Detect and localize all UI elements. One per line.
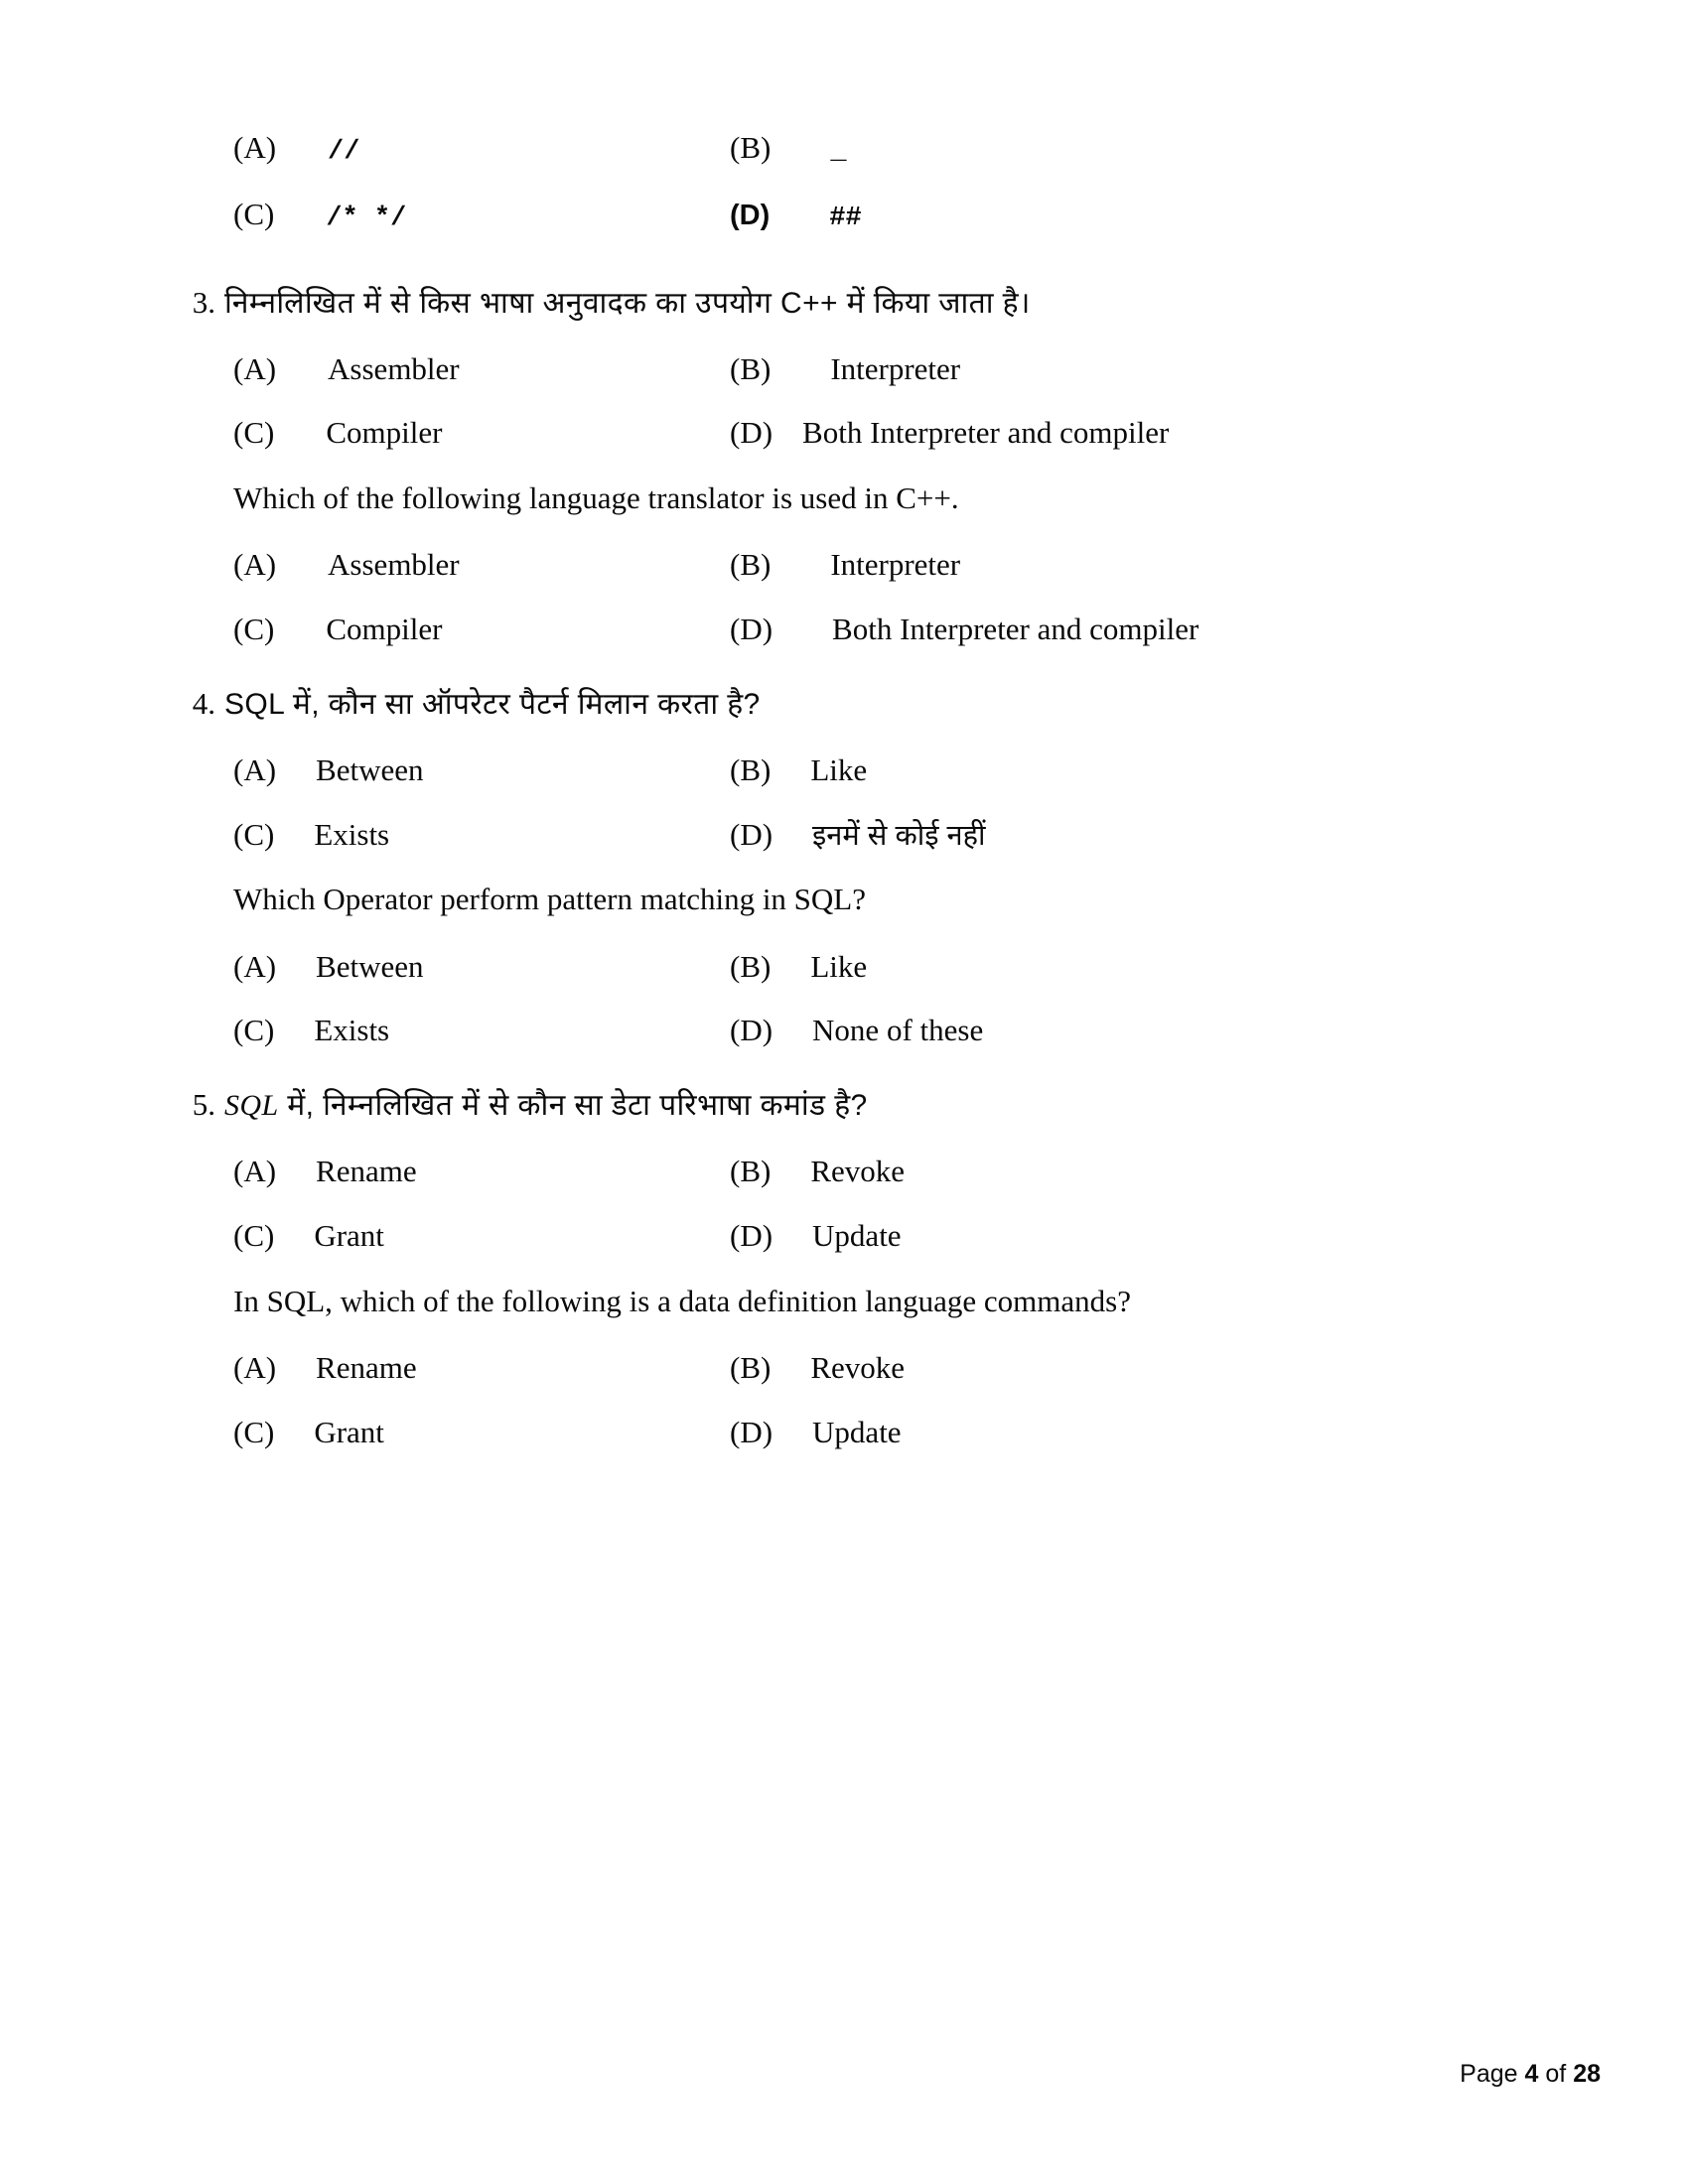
footer-total-pages: 28 <box>1573 2060 1601 2088</box>
option-label: (B) <box>730 751 772 787</box>
question-4-hindi-prompt <box>179 685 1475 724</box>
option-label: (C) <box>233 1217 275 1253</box>
question-4-english-prompt: Which Operator perform pattern matching in SQL? <box>233 882 866 917</box>
option-text: Grant <box>314 1217 384 1253</box>
option-text: Assembler <box>328 350 460 386</box>
option-text: Like <box>810 948 868 984</box>
option-text: इनमें से कोई नहीं <box>812 819 986 852</box>
option-a[interactable] <box>233 948 730 987</box>
option-label: (D) <box>730 199 771 231</box>
option-text: Assembler <box>328 547 460 583</box>
question-text: निम्नलिखित में से किस भाषा अनुवादक का उपयोग C++ में किया जाता है। <box>224 286 1031 320</box>
option-label: (A) <box>233 130 277 165</box>
option-label: (A) <box>233 751 277 787</box>
question-number: 5. <box>192 1087 215 1123</box>
option-text: Revoke <box>810 1349 906 1385</box>
option-label: (B) <box>730 547 772 583</box>
question-text <box>224 1086 868 1125</box>
option-text: Interpreter <box>830 350 961 386</box>
page-footer <box>1460 2060 1601 2089</box>
option-label: (C) <box>233 1013 275 1048</box>
option-d[interactable] <box>730 1217 1475 1256</box>
option-a[interactable] <box>233 1153 730 1191</box>
option-row <box>233 611 1475 649</box>
option-label: (A) <box>233 948 277 984</box>
option-b[interactable] <box>730 1349 1475 1388</box>
option-a[interactable] <box>233 350 730 389</box>
option-text: // <box>328 137 360 167</box>
option-label: (A) <box>233 1349 277 1385</box>
option-text: Compiler <box>326 415 443 451</box>
footer-prefix: Page <box>1460 2060 1518 2088</box>
option-row <box>233 948 1475 987</box>
option-d[interactable] <box>730 1414 1475 1452</box>
option-c[interactable] <box>233 816 730 855</box>
option-label: (B) <box>730 1349 772 1385</box>
option-b[interactable] <box>730 129 1475 170</box>
question-number: 3. <box>192 284 215 320</box>
option-label: (D) <box>730 1217 774 1253</box>
option-text: Rename <box>316 1349 417 1385</box>
option-label: (C) <box>233 196 275 231</box>
option-row <box>233 751 1475 790</box>
option-c[interactable] <box>233 1414 730 1452</box>
question-text-devanagari: में, निम्नलिखित में से कौन सा डेटा परिभाषा कमांड है? <box>278 1089 868 1123</box>
option-text: None of these <box>812 1013 984 1048</box>
footer-middle: of <box>1545 2060 1567 2088</box>
question-text: SQL में, कौन सा ऑपरेटर पैटर्न मिलान करता है? <box>224 687 761 721</box>
option-a[interactable] <box>233 1349 730 1388</box>
option-text: Revoke <box>810 1154 906 1189</box>
option-text: Interpreter <box>830 547 961 583</box>
option-label: (D) <box>730 1414 774 1449</box>
option-text: Update <box>812 1217 902 1253</box>
option-text: Both Interpreter and compiler <box>832 612 1199 647</box>
option-label: (D) <box>730 1013 774 1048</box>
question-3-english-prompt: Which of the following language translator is used in C++. <box>233 480 959 515</box>
option-label: (C) <box>233 1414 275 1449</box>
option-b[interactable] <box>730 1153 1475 1191</box>
option-text: /* */ <box>326 203 407 233</box>
option-text: Exists <box>314 816 390 852</box>
option-label: (A) <box>233 1154 277 1189</box>
option-label: (B) <box>730 1154 772 1189</box>
option-c[interactable] <box>233 414 730 453</box>
option-row <box>233 1153 1475 1191</box>
option-c[interactable] <box>233 611 730 649</box>
option-a[interactable] <box>233 129 730 170</box>
option-text: Compiler <box>326 612 443 647</box>
option-label: (D) <box>730 612 774 647</box>
option-c[interactable] <box>233 196 730 236</box>
option-b[interactable] <box>730 546 1475 585</box>
option-text: Like <box>810 751 868 787</box>
option-row <box>233 546 1475 585</box>
option-row <box>233 1414 1475 1452</box>
option-text: Rename <box>316 1154 417 1189</box>
option-d[interactable] <box>730 1012 1475 1050</box>
question-5-hindi-prompt <box>179 1086 1475 1125</box>
option-d[interactable] <box>730 414 1475 453</box>
question-text-latin: SQL <box>224 1089 279 1123</box>
option-label: (B) <box>730 350 772 386</box>
option-text: Both Interpreter and compiler <box>802 415 1170 451</box>
option-row <box>233 129 1475 170</box>
option-row <box>233 350 1475 389</box>
option-a[interactable] <box>233 751 730 790</box>
question-number: 4. <box>192 685 215 721</box>
option-label: (D) <box>730 415 774 451</box>
footer-current-page: 4 <box>1524 2060 1539 2088</box>
option-text: ## <box>829 203 862 233</box>
option-row <box>233 1012 1475 1050</box>
option-label: (D) <box>730 816 774 852</box>
option-a[interactable] <box>233 546 730 585</box>
option-label: (C) <box>233 816 275 852</box>
option-text: Grant <box>314 1414 384 1449</box>
option-label: (C) <box>233 612 275 647</box>
option-text: Exists <box>314 1013 390 1048</box>
option-row <box>233 816 1475 855</box>
option-d[interactable] <box>730 816 1475 855</box>
option-d[interactable] <box>730 611 1475 649</box>
option-row <box>233 1349 1475 1388</box>
option-text: Between <box>316 948 424 984</box>
option-text: _ <box>830 137 847 167</box>
option-b[interactable] <box>730 751 1475 790</box>
option-b[interactable] <box>730 350 1475 389</box>
option-label: (B) <box>730 948 772 984</box>
option-row <box>233 414 1475 453</box>
question-5-english-prompt: In SQL, which of the following is a data definition language commands? <box>233 1283 1131 1318</box>
question-3-hindi-prompt <box>179 284 1475 323</box>
option-c[interactable] <box>233 1217 730 1256</box>
option-label: (C) <box>233 415 275 451</box>
option-label: (A) <box>233 547 277 583</box>
page-content <box>192 129 1475 1477</box>
option-label: (B) <box>730 130 772 165</box>
option-row <box>233 1217 1475 1256</box>
option-text: Update <box>812 1414 902 1449</box>
option-label: (A) <box>233 350 277 386</box>
option-text: Between <box>316 751 424 787</box>
option-d[interactable] <box>730 198 1475 236</box>
option-c[interactable] <box>233 1012 730 1050</box>
option-row <box>233 196 1475 236</box>
option-b[interactable] <box>730 948 1475 987</box>
